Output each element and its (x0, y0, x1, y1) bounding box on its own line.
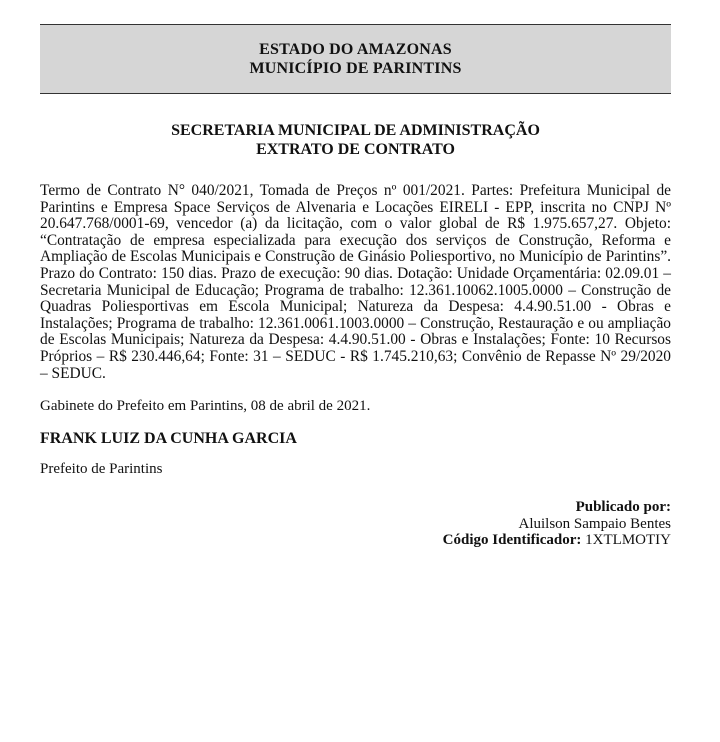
department-title: SECRETARIA MUNICIPAL DE ADMINISTRAÇÃO (171, 122, 540, 139)
section-heading (40, 121, 671, 159)
dateline: Gabinete do Prefeito em Parintins, 08 de abril de 2021. (40, 398, 371, 415)
identifier-code: 1XTLMOTIY (585, 532, 671, 549)
published-by-label: Publicado por: (575, 499, 671, 516)
state-name: ESTADO DO AMAZONAS (259, 41, 452, 58)
identifier-label: Código Identificador: (442, 532, 582, 549)
signer-name: FRANK LUIZ DA CUNHA GARCIA (40, 430, 297, 448)
document-page (40, 0, 671, 549)
document-type-title: EXTRATO DE CONTRATO (256, 141, 455, 158)
municipality-name: MUNICÍPIO DE PARINTINS (249, 60, 462, 77)
contract-extract-body: Termo de Contrato N° 040/2021, Tomada de Preços nº 001/2021. Partes: Prefeitura Municipal de Parintins e Empresa Space Serviços de Alvenaria e Locações EIRELI - EPP, inscrita no CNPJ Nº 20.647.768/0001-69, vencedor (a) da licitação, com o valor global de R$ 1.975.657,27. Objeto: “Contratação de empresa especializada para execução dos serviços de Construção, Reforma e Ampliação de Escolas Municipais e Construção de Ginásio Poliesportivo, no Município de Parintins”. Prazo do Contrato: 150 dias. Prazo de execução: 90 dias. Dotação: Unidade Orçamentária: 02.09.01 – Secretaria Municipal de Educação; Programa de trabalho: 12.361.10062.1005.0000 – Construção de Quadras Poliesportivas em Escola Municipal; Natureza da Despesa: 4.4.90.51.00 - Obras e Instalações; Programa de trabalho: 12.361.0061.1003.0000 – Construção, Restauração e ou ampliação de Escolas Municipais; Natureza da Despesa: 4.4.90.51.00 - Obras e Instalações; Fonte: 10 Recursos Próprios – R$ 230.446,64; Fonte: 31 – SEDUC - R$ 1.745.210,63; Convênio de Repasse Nº 29/2020 – SEDUC. (40, 182, 671, 382)
state-header-banner (40, 24, 671, 94)
signer-role: Prefeito de Parintins (40, 461, 163, 478)
publisher-block (40, 499, 671, 549)
publisher-name: Aluilson Sampaio Bentes (518, 515, 671, 532)
identifier-line (40, 532, 671, 549)
